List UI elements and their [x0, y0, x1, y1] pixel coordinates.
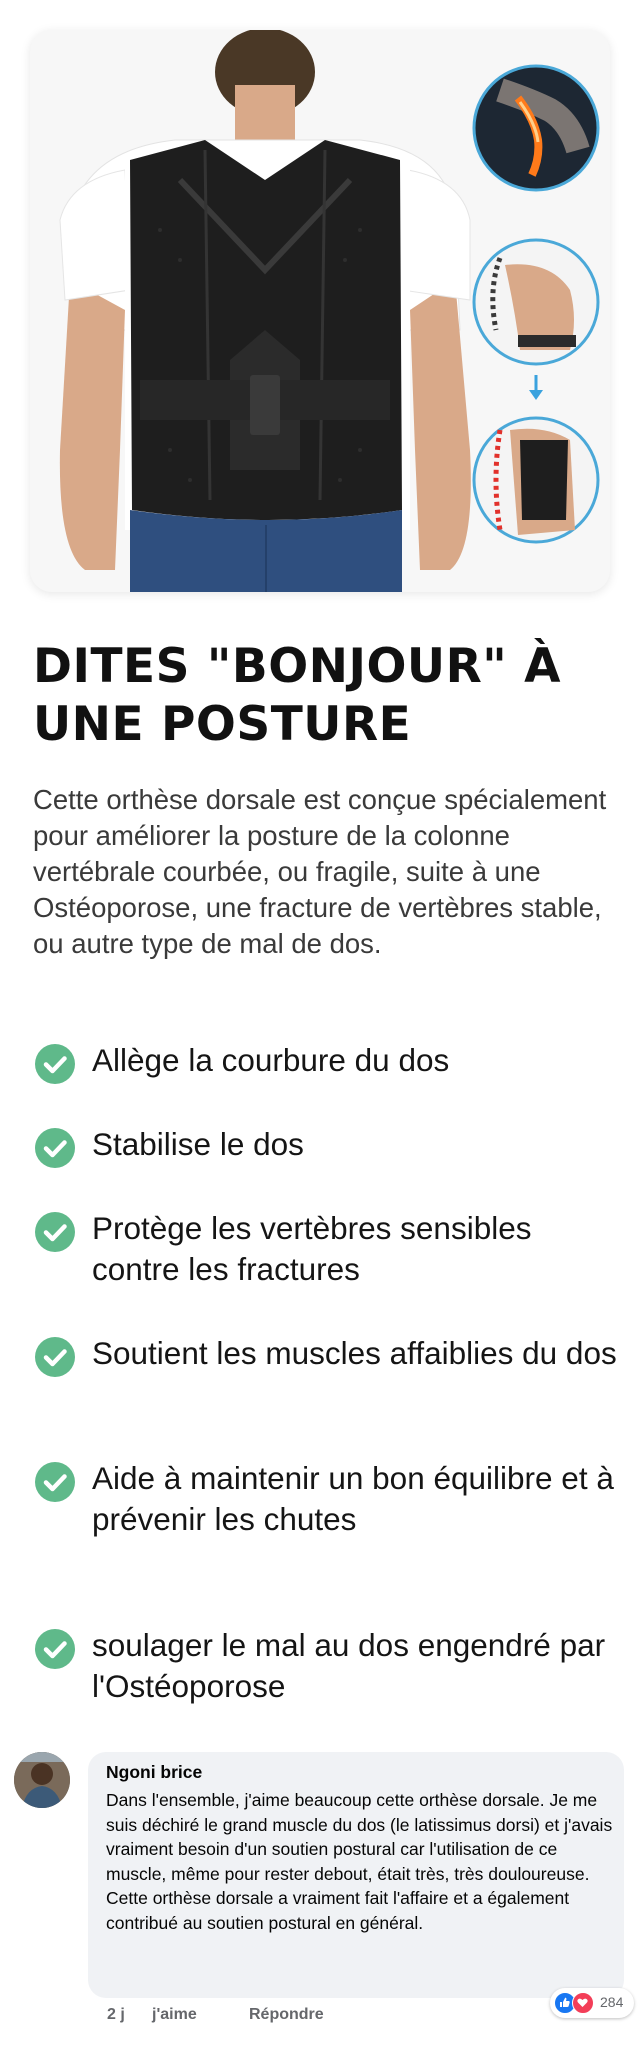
check-circle-icon [35, 1337, 75, 1377]
product-image [30, 30, 610, 592]
feature-text: Aide à maintenir un bon équilibre et à prévenir les chutes [92, 1460, 614, 1537]
hunched-back-thumbnail [474, 240, 598, 364]
love-icon [572, 1992, 594, 2014]
check-circle-icon [35, 1044, 75, 1084]
feature-text: Soutient les muscles affaiblies du dos [92, 1335, 617, 1371]
product-description: Cette orthèse dorsale est conçue spécialement pour améliorer la posture de la colonne vertébrale courbée, ou fragile, suite à une Ostéoporose, une fracture de vertèbres stable, ou autre type de mal de dos. [33, 784, 607, 959]
feature-text: Protège les vertèbres sensibles contre les fractures [92, 1210, 532, 1287]
page-title: DITES "BONJOUR" À UNE POSTURE [33, 639, 562, 752]
reaction-summary[interactable] [550, 1988, 634, 2018]
comment-time[interactable]: 2 j [107, 2006, 125, 2023]
feature-text: soulager le mal au dos engendré par l'Ostéoporose [92, 1627, 606, 1704]
avatar[interactable] [14, 1752, 70, 1808]
feature-text: Allège la courbure du dos [92, 1042, 450, 1078]
posture-brace-illustration [30, 30, 610, 592]
reaction-count: 284 [600, 1994, 624, 2010]
like-button[interactable]: j'aime [152, 2006, 197, 2023]
corrected-posture-thumbnail [474, 418, 598, 542]
spine-pain-thumbnail [474, 66, 598, 190]
check-circle-icon [35, 1462, 75, 1502]
check-circle-icon [35, 1629, 75, 1669]
check-circle-icon [35, 1128, 75, 1168]
comment-author[interactable]: Ngoni brice [106, 1762, 203, 1782]
check-circle-icon [35, 1212, 75, 1252]
customer-review [14, 1752, 634, 2042]
comment-bubble [88, 1752, 624, 1998]
reply-button[interactable]: Répondre [249, 2006, 324, 2023]
feature-text: Stabilise le dos [92, 1126, 304, 1162]
comment-text: Dans l'ensemble, j'aime beaucoup cette orthèse dorsale. Je me suis déchiré le grand muscle du dos (le latissimus dorsi) et j'avais vraiment besoin d'un soutien postural car l'utilisation de ce muscle, même pour rester debout, était très, très douloureuse. Cette orthèse dorsale a vraiment fait l'affaire et a également contribué au soutien postural en général. [106, 1790, 613, 1933]
